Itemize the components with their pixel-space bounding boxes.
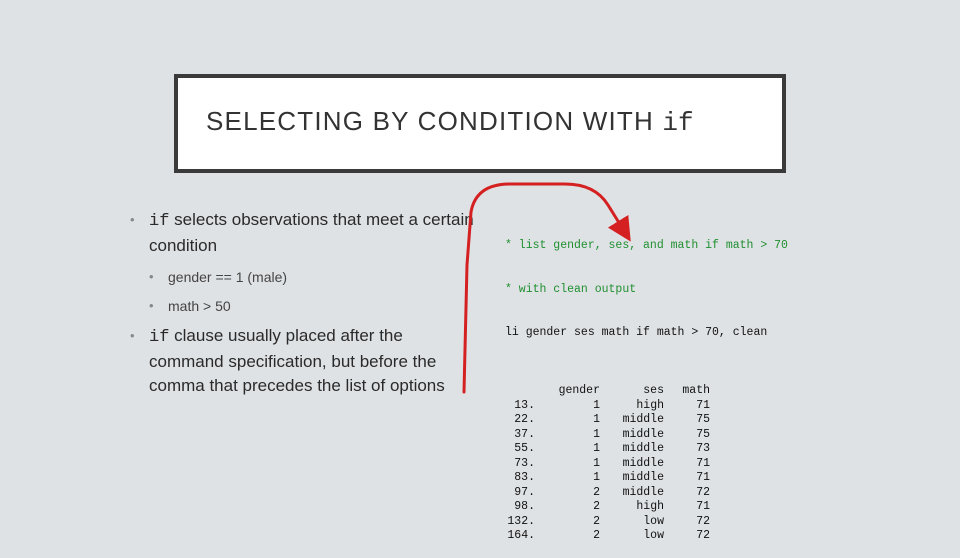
table-row: [505, 413, 788, 428]
table-cell: 71: [696, 471, 710, 484]
bullet-text: clause usually placed after the command specification, but before the comma that precedes the list of options: [149, 326, 445, 395]
table-cell: 164.: [507, 529, 535, 542]
stata-output: [505, 210, 788, 558]
table-cell: math: [682, 384, 710, 397]
table-cell: 73: [696, 442, 710, 455]
table-cell: 22.: [514, 413, 535, 426]
bullet-code: if: [149, 212, 170, 231]
table-cell: 83.: [514, 471, 535, 484]
table-cell: middle: [622, 456, 664, 470]
subbullet-gender: [149, 267, 475, 287]
table-cell: 71: [696, 456, 710, 470]
bullet-dot: •: [149, 269, 154, 284]
table-cell: middle: [622, 413, 664, 426]
table-cell: 132.: [507, 514, 535, 528]
table-cell: 72: [696, 514, 710, 528]
table-cell: 1: [593, 413, 600, 426]
table-cell: 72: [696, 529, 710, 542]
table-cell: 75: [696, 413, 710, 426]
subbullet-text: math > 50: [168, 298, 231, 314]
table-cell: middle: [622, 442, 664, 455]
table-cell: 1: [593, 456, 600, 470]
title-box: [174, 74, 786, 173]
table-cell: 55.: [514, 442, 535, 455]
table-cell: middle: [622, 485, 664, 499]
title-text: SELECTING BY CONDITION WITH: [206, 106, 663, 136]
subbullet-text: gender == 1 (male): [168, 269, 288, 285]
table-row: [505, 500, 788, 515]
table-row: [505, 442, 788, 457]
table-row: [505, 399, 788, 414]
bullet-list: [130, 208, 475, 398]
table-row: [505, 529, 788, 544]
table-cell: 71: [696, 500, 710, 513]
table-cell: 2: [593, 500, 600, 513]
bullet-text: selects observations that meet a certain condition: [149, 210, 474, 255]
table-cell: 2: [593, 514, 600, 528]
table-cell: 98.: [514, 500, 535, 513]
table-cell: 2: [593, 529, 600, 542]
bullet-if-selects: [130, 208, 475, 258]
table-cell: 73.: [514, 456, 535, 470]
table-header: [505, 384, 788, 399]
table-cell: 13.: [514, 398, 535, 412]
table-cell: low: [643, 514, 664, 528]
code-comment: * with clean output: [505, 282, 637, 296]
table-cell: 1: [593, 398, 600, 412]
table-row: [505, 471, 788, 486]
bullet-if-clause: [130, 324, 475, 398]
table-cell: [505, 384, 535, 399]
code-comment: * list gender, ses, and math if math > 70: [505, 239, 788, 252]
table-row: [505, 457, 788, 472]
bullet-dot: •: [130, 328, 135, 343]
output-table: [505, 384, 788, 544]
table-cell: ses: [643, 384, 664, 397]
table-row: [505, 428, 788, 443]
slide-title: [206, 106, 694, 138]
bullet-dot: •: [130, 212, 135, 227]
table-cell: 97.: [514, 485, 535, 499]
table-cell: low: [643, 529, 664, 542]
code-command: li gender ses math if math > 70, clean: [505, 326, 768, 339]
subbullet-math: [149, 296, 475, 316]
table-cell: 71: [696, 398, 710, 412]
table-cell: 75: [696, 427, 710, 441]
table-cell: high: [636, 500, 664, 513]
title-code: if: [662, 108, 694, 138]
table-cell: 1: [593, 471, 600, 484]
table-cell: gender: [558, 384, 600, 397]
table-cell: 2: [593, 485, 600, 499]
table-cell: middle: [622, 427, 664, 441]
table-cell: 1: [593, 427, 600, 441]
table-cell: 1: [593, 442, 600, 455]
bullet-dot: •: [149, 298, 154, 313]
table-cell: middle: [622, 471, 664, 484]
table-row: [505, 515, 788, 530]
table-cell: high: [636, 398, 664, 412]
table-cell: 37.: [514, 427, 535, 441]
table-row: [505, 486, 788, 501]
bullet-code: if: [149, 328, 170, 347]
table-cell: 72: [696, 485, 710, 499]
